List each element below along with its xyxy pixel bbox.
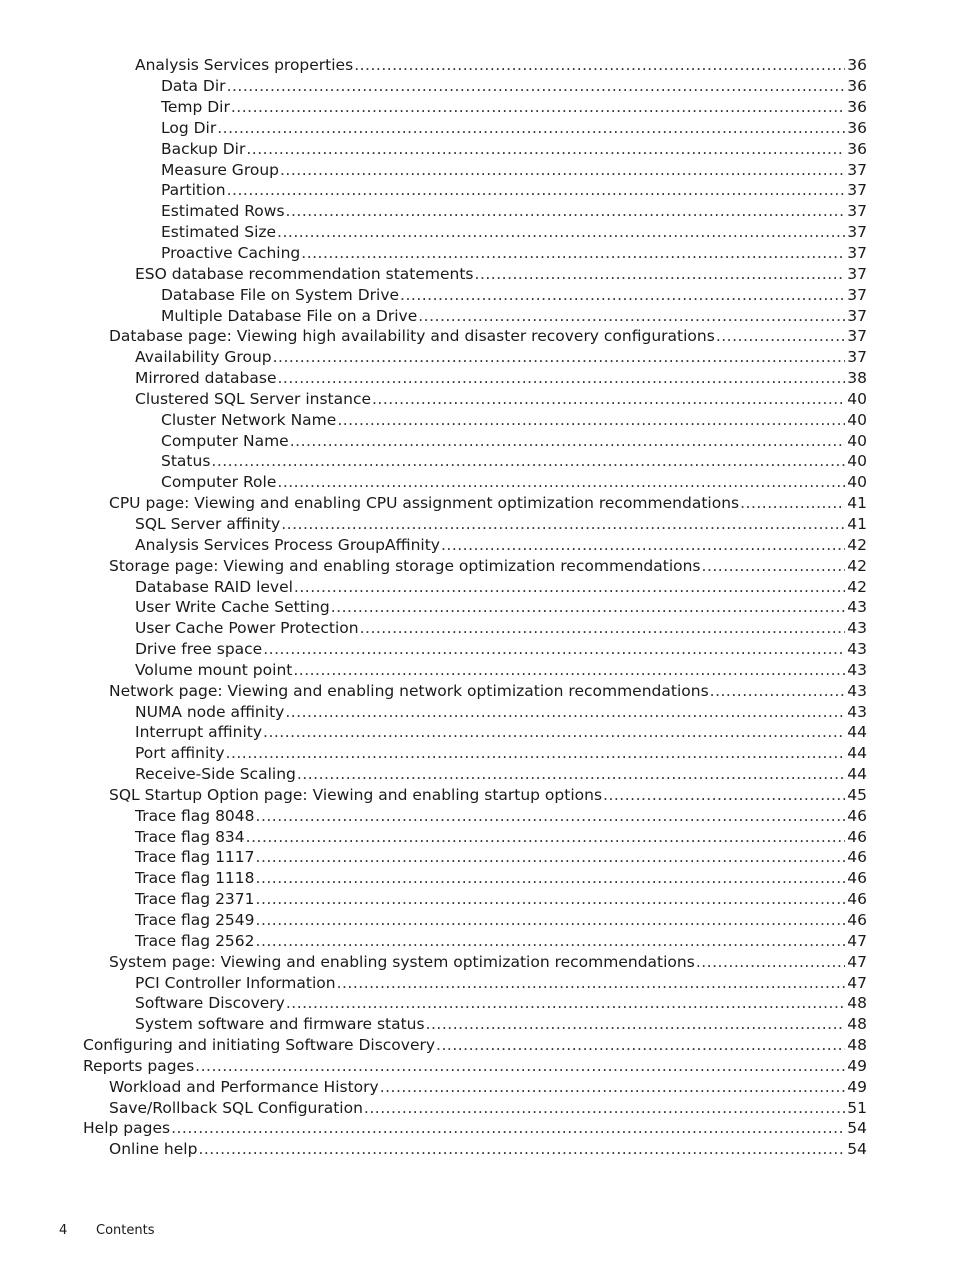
toc-entry-page-number[interactable]: 36 bbox=[847, 139, 867, 158]
toc-entry-title[interactable]: Help pages bbox=[83, 1119, 171, 1138]
toc-entry[interactable] bbox=[0, 97, 954, 118]
toc-entry[interactable] bbox=[0, 493, 954, 514]
toc-dot-leader bbox=[263, 639, 845, 659]
toc-entry-title[interactable]: Interrupt affinity bbox=[135, 723, 263, 742]
toc-dot-leader bbox=[217, 118, 845, 138]
toc-entry-title[interactable]: NUMA node affinity bbox=[135, 702, 285, 721]
toc-entry[interactable] bbox=[0, 1118, 954, 1139]
toc-dot-leader bbox=[337, 410, 845, 430]
toc-entry[interactable] bbox=[0, 222, 954, 243]
toc-entry-page-number[interactable]: 44 bbox=[847, 744, 867, 763]
toc-entry-title[interactable]: Trace flag 8048 bbox=[135, 806, 255, 825]
toc-dot-leader bbox=[290, 431, 845, 451]
toc-dot-leader bbox=[603, 785, 845, 805]
toc-dot-leader bbox=[278, 368, 846, 388]
toc-entry-page-number[interactable]: 47 bbox=[847, 952, 867, 971]
toc-entry[interactable] bbox=[0, 409, 954, 430]
toc-dot-leader bbox=[294, 577, 845, 597]
toc-entry[interactable] bbox=[0, 618, 954, 639]
footer-section-title: Contents bbox=[96, 1223, 155, 1238]
toc-entry[interactable] bbox=[0, 284, 954, 305]
toc-dot-leader bbox=[364, 1098, 845, 1118]
toc-entry-title[interactable]: Database RAID level bbox=[135, 577, 293, 596]
toc-entry-page-number[interactable]: 44 bbox=[847, 765, 867, 784]
toc-entry-title[interactable]: Network page: Viewing and enabling network optimization recommendations bbox=[109, 681, 709, 700]
toc-entry-page-number[interactable]: 42 bbox=[847, 535, 867, 554]
toc-entry-page-number[interactable]: 54 bbox=[847, 1119, 867, 1138]
toc-entry[interactable] bbox=[0, 597, 954, 618]
toc-dot-leader bbox=[211, 451, 845, 471]
toc-dot-leader bbox=[256, 889, 845, 909]
toc-entry-page-number[interactable]: 43 bbox=[847, 702, 867, 721]
toc-entry-page-number[interactable]: 37 bbox=[847, 160, 867, 179]
toc-entry-page-number[interactable]: 47 bbox=[847, 973, 867, 992]
toc-dot-leader bbox=[301, 243, 845, 263]
toc-dot-leader bbox=[263, 722, 845, 742]
toc-entry[interactable] bbox=[0, 472, 954, 493]
toc-entry-page-number[interactable]: 46 bbox=[847, 806, 867, 825]
toc-entry-title[interactable]: Receive-Side Scaling bbox=[135, 765, 296, 784]
toc-entry-title[interactable]: Temp Dir bbox=[161, 98, 230, 117]
toc-entry-title[interactable]: Cluster Network Name bbox=[161, 410, 337, 429]
toc-entry-title[interactable]: Workload and Performance History bbox=[109, 1077, 379, 1096]
toc-dot-leader bbox=[280, 160, 845, 180]
toc-dot-leader bbox=[195, 1056, 845, 1076]
toc-entry-page-number[interactable]: 46 bbox=[847, 827, 867, 846]
toc-dot-leader bbox=[256, 910, 845, 930]
toc-entry[interactable] bbox=[0, 868, 954, 889]
toc-entry-title[interactable]: Measure Group bbox=[161, 160, 279, 179]
toc-dot-leader bbox=[198, 1139, 845, 1159]
toc-entry-page-number[interactable]: 46 bbox=[847, 911, 867, 930]
toc-entry[interactable] bbox=[0, 263, 954, 284]
toc-entry[interactable] bbox=[0, 1139, 954, 1160]
toc-entry-page-number[interactable]: 46 bbox=[847, 869, 867, 888]
toc-entry[interactable] bbox=[0, 764, 954, 785]
toc-entry-title[interactable]: Save/Rollback SQL Configuration bbox=[109, 1098, 363, 1117]
toc-entry[interactable] bbox=[0, 76, 954, 97]
toc-entry-title[interactable]: SQL Server affinity bbox=[135, 514, 281, 533]
toc-entry-page-number[interactable]: 37 bbox=[847, 223, 867, 242]
toc-dot-leader bbox=[277, 472, 845, 492]
toc-dot-leader bbox=[475, 264, 845, 284]
toc-dot-leader bbox=[360, 618, 845, 638]
toc-entry-page-number[interactable]: 46 bbox=[847, 890, 867, 909]
toc-entry[interactable] bbox=[0, 1014, 954, 1035]
toc-entry[interactable] bbox=[0, 910, 954, 931]
toc-entry[interactable] bbox=[0, 993, 954, 1014]
toc-entry[interactable] bbox=[0, 847, 954, 868]
toc-entry[interactable] bbox=[0, 305, 954, 326]
toc-entry-page-number[interactable]: 40 bbox=[847, 389, 867, 408]
toc-entry-page-number[interactable]: 41 bbox=[847, 494, 867, 513]
toc-dot-leader bbox=[256, 931, 845, 951]
toc-entry-page-number[interactable]: 49 bbox=[847, 1077, 867, 1096]
toc-entry-title[interactable]: Status bbox=[161, 452, 211, 471]
toc-dot-leader bbox=[227, 76, 845, 96]
toc-entry-title[interactable]: Trace flag 834 bbox=[135, 827, 245, 846]
toc-entry-page-number[interactable]: 37 bbox=[847, 348, 867, 367]
toc-entry-title[interactable]: Log Dir bbox=[161, 118, 217, 137]
toc-dot-leader bbox=[380, 1077, 845, 1097]
toc-entry-page-number[interactable]: 37 bbox=[847, 306, 867, 325]
toc-entry-page-number[interactable]: 46 bbox=[847, 848, 867, 867]
toc-entry-title[interactable]: Drive free space bbox=[135, 640, 263, 659]
toc-entry-page-number[interactable]: 42 bbox=[847, 556, 867, 575]
toc-entry-page-number[interactable]: 47 bbox=[847, 931, 867, 950]
toc-entry[interactable] bbox=[0, 1097, 954, 1118]
toc-entry-page-number[interactable]: 43 bbox=[847, 660, 867, 679]
toc-entry[interactable] bbox=[0, 743, 954, 764]
toc-entry[interactable] bbox=[0, 659, 954, 680]
toc-entry-page-number[interactable]: 44 bbox=[847, 723, 867, 742]
toc-entry-title[interactable]: Online help bbox=[109, 1140, 198, 1159]
toc-entry[interactable] bbox=[0, 680, 954, 701]
toc-entry-title[interactable]: Analysis Services properties bbox=[135, 56, 354, 75]
toc-entry-title[interactable]: Storage page: Viewing and enabling storage optimization recommendations bbox=[109, 556, 701, 575]
toc-dot-leader bbox=[246, 139, 845, 159]
toc-entry-page-number[interactable]: 37 bbox=[847, 202, 867, 221]
toc-entry-title[interactable]: Reports pages bbox=[83, 1056, 195, 1075]
toc-entry-page-number[interactable]: 48 bbox=[847, 1036, 867, 1055]
toc-entry[interactable] bbox=[0, 785, 954, 806]
toc-entry-title[interactable]: Mirrored database bbox=[135, 369, 277, 388]
toc-entry[interactable] bbox=[0, 389, 954, 410]
toc-entry-title[interactable]: Computer Role bbox=[161, 473, 277, 492]
toc-dot-leader bbox=[710, 681, 845, 701]
toc-entry-page-number[interactable]: 48 bbox=[847, 1015, 867, 1034]
toc-entry[interactable] bbox=[0, 159, 954, 180]
toc-dot-leader bbox=[436, 1035, 845, 1055]
toc-entry-title[interactable]: Clustered SQL Server instance bbox=[135, 389, 371, 408]
toc-entry[interactable] bbox=[0, 930, 954, 951]
table-of-contents bbox=[0, 55, 954, 1160]
toc-entry-page-number[interactable]: 43 bbox=[847, 598, 867, 617]
toc-entry[interactable] bbox=[0, 451, 954, 472]
toc-dot-leader bbox=[441, 535, 845, 555]
toc-entry[interactable] bbox=[0, 1035, 954, 1056]
toc-entry-title[interactable]: User Write Cache Setting bbox=[135, 598, 330, 617]
toc-entry-title[interactable]: Trace flag 1118 bbox=[135, 869, 255, 888]
toc-entry[interactable] bbox=[0, 201, 954, 222]
toc-dot-leader bbox=[354, 55, 845, 75]
toc-entry-title[interactable]: Configuring and initiating Software Discovery bbox=[83, 1036, 436, 1055]
toc-entry-title[interactable]: Analysis Services Process GroupAffinity bbox=[135, 535, 440, 554]
toc-entry-title[interactable]: System page: Viewing and enabling system optimization recommendations bbox=[109, 952, 695, 971]
toc-dot-leader bbox=[716, 326, 845, 346]
toc-entry-title[interactable]: SQL Startup Option page: Viewing and enabling startup options bbox=[109, 785, 603, 804]
toc-dot-leader bbox=[740, 493, 845, 513]
toc-entry[interactable] bbox=[0, 701, 954, 722]
toc-entry-page-number[interactable]: 43 bbox=[847, 619, 867, 638]
toc-entry[interactable] bbox=[0, 826, 954, 847]
toc-entry-page-number[interactable]: 40 bbox=[847, 431, 867, 450]
toc-dot-leader bbox=[337, 973, 845, 993]
toc-dot-leader bbox=[246, 827, 845, 847]
toc-entry-title[interactable]: Trace flag 2549 bbox=[135, 911, 255, 930]
toc-entry-page-number[interactable]: 40 bbox=[847, 473, 867, 492]
toc-entry-page-number[interactable]: 48 bbox=[847, 994, 867, 1013]
footer-page-number: 4 bbox=[59, 1223, 68, 1238]
toc-entry-title[interactable]: Database File on System Drive bbox=[161, 285, 400, 304]
toc-entry-title[interactable]: Proactive Caching bbox=[161, 244, 301, 263]
toc-entry-page-number[interactable]: 42 bbox=[847, 577, 867, 596]
toc-entry[interactable] bbox=[0, 430, 954, 451]
toc-entry[interactable] bbox=[0, 534, 954, 555]
toc-entry-title[interactable]: Partition bbox=[161, 181, 226, 200]
toc-entry-page-number[interactable]: 37 bbox=[847, 285, 867, 304]
toc-dot-leader bbox=[256, 847, 845, 867]
toc-entry-page-number[interactable]: 40 bbox=[847, 410, 867, 429]
toc-entry[interactable] bbox=[0, 639, 954, 660]
toc-entry-page-number[interactable]: 36 bbox=[847, 56, 867, 75]
toc-entry[interactable] bbox=[0, 1056, 954, 1077]
toc-entry-title[interactable]: Computer Name bbox=[161, 431, 289, 450]
toc-entry[interactable] bbox=[0, 514, 954, 535]
toc-entry[interactable] bbox=[0, 576, 954, 597]
toc-dot-leader bbox=[171, 1118, 845, 1138]
toc-entry[interactable] bbox=[0, 805, 954, 826]
toc-entry[interactable] bbox=[0, 347, 954, 368]
toc-entry-title[interactable]: Data Dir bbox=[161, 77, 226, 96]
toc-entry[interactable] bbox=[0, 138, 954, 159]
toc-entry-page-number[interactable]: 36 bbox=[847, 98, 867, 117]
toc-dot-leader bbox=[331, 597, 845, 617]
toc-entry-page-number[interactable]: 43 bbox=[847, 681, 867, 700]
toc-dot-leader bbox=[227, 180, 845, 200]
toc-dot-leader bbox=[273, 347, 845, 367]
toc-dot-leader bbox=[426, 1014, 845, 1034]
toc-dot-leader bbox=[277, 222, 845, 242]
toc-entry[interactable] bbox=[0, 889, 954, 910]
toc-dot-leader bbox=[281, 514, 845, 534]
toc-entry-page-number[interactable]: 43 bbox=[847, 640, 867, 659]
toc-entry-page-number[interactable]: 54 bbox=[847, 1140, 867, 1159]
toc-entry-page-number[interactable]: 36 bbox=[847, 118, 867, 137]
toc-entry[interactable] bbox=[0, 55, 954, 76]
toc-entry-title[interactable]: Multiple Database File on a Drive bbox=[161, 306, 418, 325]
toc-entry-title[interactable]: Trace flag 2371 bbox=[135, 890, 255, 909]
toc-dot-leader bbox=[418, 306, 845, 326]
toc-entry-page-number[interactable]: 38 bbox=[847, 369, 867, 388]
toc-entry[interactable] bbox=[0, 972, 954, 993]
toc-entry-title[interactable]: Availability Group bbox=[135, 348, 272, 367]
toc-entry[interactable] bbox=[0, 951, 954, 972]
toc-dot-leader bbox=[297, 764, 845, 784]
toc-entry[interactable] bbox=[0, 180, 954, 201]
toc-entry[interactable] bbox=[0, 1076, 954, 1097]
toc-entry-page-number[interactable]: 37 bbox=[847, 264, 867, 283]
toc-dot-leader bbox=[400, 285, 845, 305]
toc-dot-leader bbox=[293, 660, 845, 680]
toc-entry-page-number[interactable]: 51 bbox=[847, 1098, 867, 1117]
toc-entry-title[interactable]: PCI Controller Information bbox=[135, 973, 336, 992]
toc-entry-title[interactable]: Software Discovery bbox=[135, 994, 285, 1013]
toc-dot-leader bbox=[372, 389, 845, 409]
toc-entry-title[interactable]: System software and firmware status bbox=[135, 1015, 425, 1034]
toc-entry[interactable] bbox=[0, 555, 954, 576]
toc-entry-page-number[interactable]: 37 bbox=[847, 181, 867, 200]
page-footer bbox=[59, 1223, 154, 1238]
toc-entry[interactable] bbox=[0, 243, 954, 264]
toc-entry[interactable] bbox=[0, 368, 954, 389]
toc-entry-title[interactable]: Estimated Size bbox=[161, 223, 277, 242]
toc-dot-leader bbox=[285, 702, 845, 722]
toc-dot-leader bbox=[231, 97, 845, 117]
toc-dot-leader bbox=[286, 201, 845, 221]
toc-dot-leader bbox=[696, 952, 845, 972]
toc-entry[interactable] bbox=[0, 722, 954, 743]
toc-entry-title[interactable]: Database page: Viewing high availability and disaster recovery configurations bbox=[109, 327, 715, 346]
toc-entry[interactable] bbox=[0, 118, 954, 139]
toc-entry-page-number[interactable]: 49 bbox=[847, 1056, 867, 1075]
toc-entry-title[interactable]: Volume mount point bbox=[135, 660, 293, 679]
toc-entry-title[interactable]: Port affinity bbox=[135, 744, 225, 763]
toc-dot-leader bbox=[256, 806, 845, 826]
toc-entry-title[interactable]: Estimated Rows bbox=[161, 202, 285, 221]
toc-entry-page-number[interactable]: 37 bbox=[847, 244, 867, 263]
toc-dot-leader bbox=[286, 993, 845, 1013]
toc-entry-page-number[interactable]: 37 bbox=[847, 327, 867, 346]
toc-dot-leader bbox=[256, 868, 845, 888]
toc-entry-title[interactable]: Trace flag 1117 bbox=[135, 848, 255, 867]
toc-entry-page-number[interactable]: 40 bbox=[847, 452, 867, 471]
toc-entry-title[interactable]: Backup Dir bbox=[161, 139, 246, 158]
toc-entry-page-number[interactable]: 36 bbox=[847, 77, 867, 96]
toc-dot-leader bbox=[226, 743, 845, 763]
toc-dot-leader bbox=[702, 556, 845, 576]
toc-entry-title[interactable]: CPU page: Viewing and enabling CPU assignment optimization recommendations bbox=[109, 494, 740, 513]
toc-entry[interactable] bbox=[0, 326, 954, 347]
toc-entry-title[interactable]: ESO database recommendation statements bbox=[135, 264, 474, 283]
toc-entry-title[interactable]: User Cache Power Protection bbox=[135, 619, 359, 638]
toc-entry-page-number[interactable]: 45 bbox=[847, 785, 867, 804]
toc-entry-title[interactable]: Trace flag 2562 bbox=[135, 931, 255, 950]
toc-entry-page-number[interactable]: 41 bbox=[847, 514, 867, 533]
